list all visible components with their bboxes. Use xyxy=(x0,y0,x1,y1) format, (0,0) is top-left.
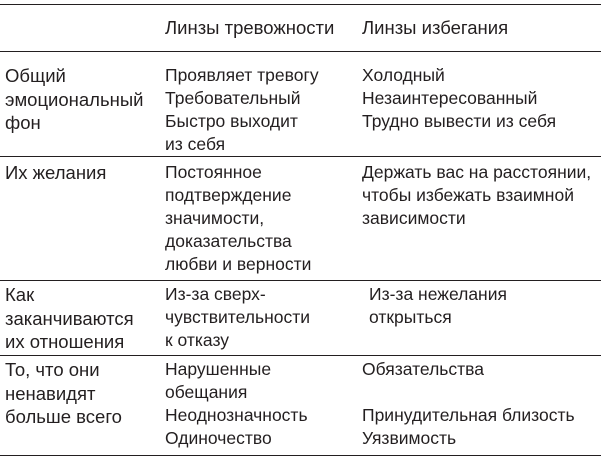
row-label-emotional-background xyxy=(5,64,143,135)
row-divider xyxy=(0,355,601,356)
cell-line xyxy=(362,381,575,404)
cell-line: Одиночество xyxy=(165,428,272,448)
cell-line: Незаинтересованный xyxy=(362,88,538,108)
table-bottom-rule xyxy=(0,455,601,456)
cell-line: Холодный xyxy=(362,65,445,85)
table-top-rule xyxy=(0,4,601,5)
row-label-line: ненавидят xyxy=(5,382,96,404)
cell-line: Держать вас на расстоянии, xyxy=(362,162,592,182)
row-label-how-relationships-end xyxy=(5,283,134,354)
cell-avoidance-what-they-hate-most xyxy=(362,358,575,450)
row-label-line: эмоциональный xyxy=(5,88,144,110)
cell-line: Из-за нежелания xyxy=(369,284,507,304)
row-label-line: их отношения xyxy=(5,331,125,352)
row-label-line: Как xyxy=(5,284,35,305)
cell-line: чувствительности xyxy=(165,307,311,327)
cell-line: открыться xyxy=(369,307,452,327)
cell-line: Обязательства xyxy=(362,359,484,379)
row-divider xyxy=(0,156,601,157)
header-avoidance-lens: Линзы избегания xyxy=(362,17,509,38)
cell-line: любви и верности xyxy=(165,254,312,274)
cell-line: Нарушенные xyxy=(165,359,272,379)
cell-line: обещания xyxy=(165,382,248,402)
cell-line: значимости, xyxy=(165,208,265,228)
row-label-line: Их желания xyxy=(5,162,107,183)
header-rule xyxy=(0,51,601,52)
cell-avoidance-their-desires xyxy=(362,161,591,230)
row-label-line: заканчиваются xyxy=(5,307,134,329)
cell-line: Уязвимость xyxy=(362,428,457,448)
cell-line: Проявляет тревогу xyxy=(165,65,319,85)
cell-line: из себя xyxy=(165,134,226,154)
cell-avoidance-emotional-background xyxy=(362,64,556,133)
cell-line: зависимости xyxy=(362,208,466,228)
cell-anxiety-their-desires xyxy=(165,161,311,276)
cell-anxiety-emotional-background xyxy=(165,64,319,156)
cell-line: Неоднозначность xyxy=(165,405,308,425)
cell-line: подтверждение xyxy=(165,185,292,205)
cell-line: доказательства xyxy=(165,231,292,251)
cell-line: Быстро выходит xyxy=(165,111,298,131)
cell-line: Трудно вывести из себя xyxy=(362,111,557,131)
row-label-line: больше всего xyxy=(5,406,122,427)
row-label-line: Общий xyxy=(5,65,66,86)
cell-avoidance-how-relationships-end xyxy=(369,283,507,329)
cell-anxiety-what-they-hate-most xyxy=(165,358,308,450)
row-label-what-they-hate-most xyxy=(5,358,122,429)
cell-line: чтобы избежать взаимной xyxy=(362,185,574,205)
row-divider xyxy=(0,280,601,281)
row-label-their-desires xyxy=(5,161,106,185)
cell-line: Постоянное xyxy=(165,162,262,182)
cell-line: Требовательный xyxy=(165,88,301,108)
cell-line: Принудительная близость xyxy=(362,405,575,425)
cell-anxiety-how-relationships-end xyxy=(165,283,310,352)
cell-line: Из-за сверх- xyxy=(165,284,266,304)
row-label-line: То, что они xyxy=(5,359,100,380)
header-anxiety-lens: Линзы тревожности xyxy=(165,17,335,38)
row-label-line: фон xyxy=(5,112,41,133)
cell-line: к отказу xyxy=(165,330,230,350)
